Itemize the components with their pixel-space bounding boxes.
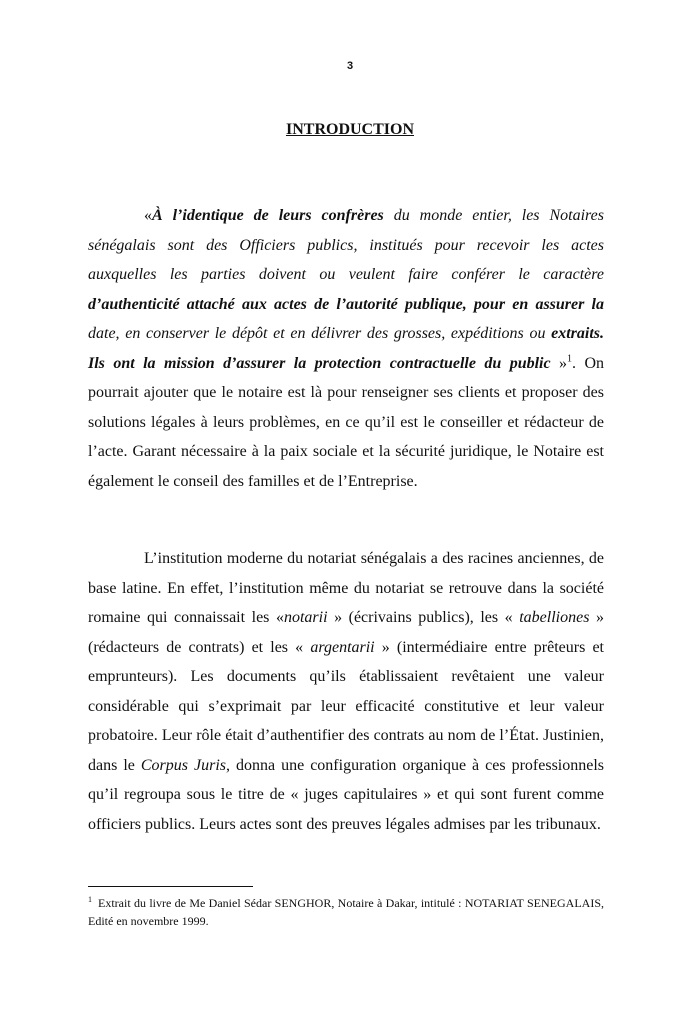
close-quote: » xyxy=(550,354,568,372)
paragraph-history xyxy=(88,544,604,839)
quote-bold-1: À l’identique de leurs confrères xyxy=(152,207,384,224)
p2-text-3: » (rédacteurs de contrats) et les « xyxy=(88,609,605,656)
footnote-reference[interactable]: 1 xyxy=(567,353,573,365)
page-number: 3 xyxy=(346,60,354,72)
page-title: INTRODUCTION xyxy=(285,121,414,138)
paragraph-quote xyxy=(88,201,604,496)
p2-text-1: L’institution moderne du notariat sénégalais a des racines anciennes, de base latine. En effet, l’institution même du notariat se retrouve dans la société romaine qui connaissait les « xyxy=(88,550,604,626)
quote-italic-1: du monde entier, les Notaires sénégalais sont des Officiers publics, institués pour recevoir les actes auxquelles les parties doivent ou veulent faire conférer le caractère xyxy=(88,207,605,283)
quote-italic-2: date, en conserver le dépôt et en délivrer des grosses, expéditions ou xyxy=(88,325,552,342)
p2-text-4: » (intermédiaire entre prêteurs et emprunteurs). Les documents qu’ils établissaient revêtaient une valeur considérable qui s’exprimait par leur efficacité constitutive et leur valeur probatoire. Leur rôle était d’authentifier des contrats au nom de l’État. Justinien, dans le xyxy=(88,638,605,774)
quote-bold-2: d’authenticité attaché aux actes de l’autorité publique, pour en assurer la xyxy=(88,295,604,313)
p2-text-5: , donna une configuration organique à ces professionnels qu’il regroupa sous le titre de « juges capitulaires » et qui sont furent comme officiers publics. Leurs actes sont des preuves légales admises par les tribunaux. xyxy=(88,756,605,833)
term-notarii: notarii xyxy=(283,609,328,626)
term-corpus-juris: Corpus Juris xyxy=(140,756,226,774)
term-tabelliones: tabelliones xyxy=(519,609,590,626)
quote-bold-3: extraits. Ils ont la mission d’assurer la protection contractuelle du public xyxy=(88,325,604,372)
footnote-number: 1 xyxy=(88,895,92,904)
open-quote: « xyxy=(144,207,152,224)
footnote xyxy=(88,894,604,930)
paragraph-1-rest: . On pourrait ajouter que le notaire est là pour renseigner ses clients et proposer des solutions légales à leurs problèmes, en ce qu’il est le conseiller et rédacteur de l’acte. Garant nécessaire à la paix sociale et la sécurité juridique, le Notaire est également le conseil des familles et de l’Entreprise. xyxy=(88,354,605,490)
term-argentarii: argentarii xyxy=(310,638,375,656)
footnote-separator xyxy=(88,886,253,887)
p2-text-2: » (écrivains publics), les « xyxy=(327,609,520,626)
footnote-text: Extrait du livre de Me Daniel Sédar SENGHOR, Notaire à Dakar, intitulé : NOTARIAT SENEGALAIS, Edité en novembre 1999. xyxy=(88,896,604,928)
